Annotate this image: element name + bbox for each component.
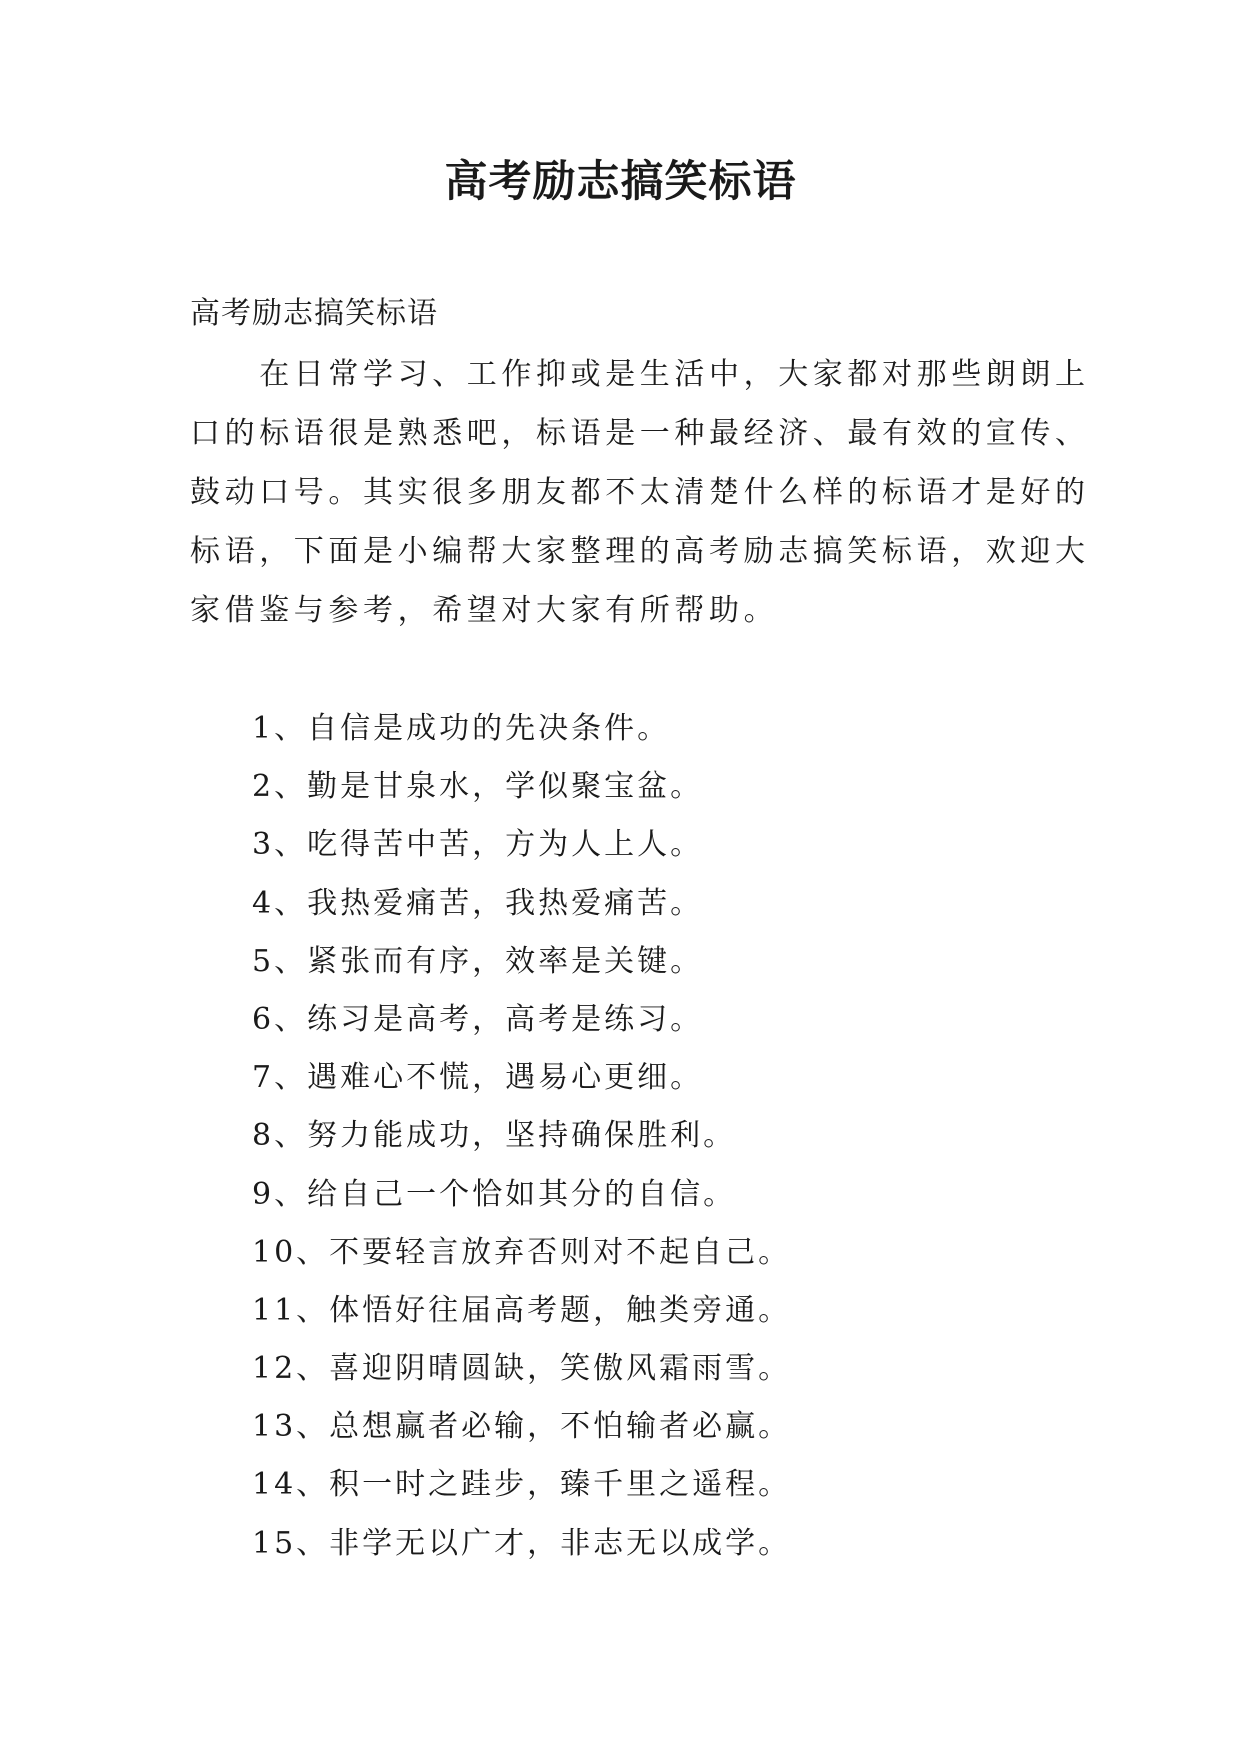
intro-line: 家借鉴与参考，希望对大家有所帮助。 [190, 593, 779, 628]
intro-paragraph [190, 345, 1090, 640]
slogan-item: 11、体悟好往届高考题，触类旁通。 [252, 1292, 792, 1328]
slogan-item: 5、紧张而有序，效率是关键。 [252, 943, 704, 979]
slogan-item: 4、我热爱痛苦，我热爱痛苦。 [252, 885, 704, 921]
slogan-item: 9、给自己一个恰如其分的自信。 [252, 1176, 737, 1212]
slogan-item: 8、努力能成功，坚持确保胜利。 [252, 1118, 737, 1154]
document-title: 高考励志搞笑标语 [444, 157, 797, 207]
document-subtitle: 高考励志搞笑标语 [190, 296, 438, 331]
slogan-item: 13、总想赢者必输，不怕输者必赢。 [252, 1409, 792, 1445]
slogan-item: 2、勤是甘泉水，学似聚宝盆。 [252, 769, 704, 805]
slogan-item: 1、自信是成功的先决条件。 [252, 711, 671, 746]
slogan-item: 14、积一时之跬步，臻千里之遥程。 [252, 1467, 792, 1503]
intro-line: 鼓动口号。其实很多朋友都不太清楚什么样的标语才是好的 [190, 475, 1090, 510]
intro-line: 标语，下面是小编帮大家整理的高考励志搞笑标语，欢迎大 [190, 534, 1090, 569]
slogan-item: 7、遇难心不慌，遇易心更细。 [252, 1060, 704, 1096]
slogan-item: 15、非学无以广才，非志无以成学。 [252, 1525, 792, 1561]
slogan-item: 3、吃得苦中苦，方为人上人。 [252, 827, 704, 863]
intro-line: 在日常学习、工作抑或是生活中，大家都对那些朗朗上 [190, 357, 1090, 392]
slogan-item: 6、练习是高考，高考是练习。 [252, 1001, 704, 1037]
slogan-item: 10、不要轻言放弃否则对不起自己。 [252, 1234, 792, 1270]
slogan-item: 12、喜迎阴晴圆缺，笑傲风霜雨雪。 [252, 1351, 792, 1387]
slogan-list [252, 700, 791, 1573]
intro-line: 口的标语很是熟悉吧，标语是一种最经济、最有效的宣传、 [190, 416, 1090, 451]
